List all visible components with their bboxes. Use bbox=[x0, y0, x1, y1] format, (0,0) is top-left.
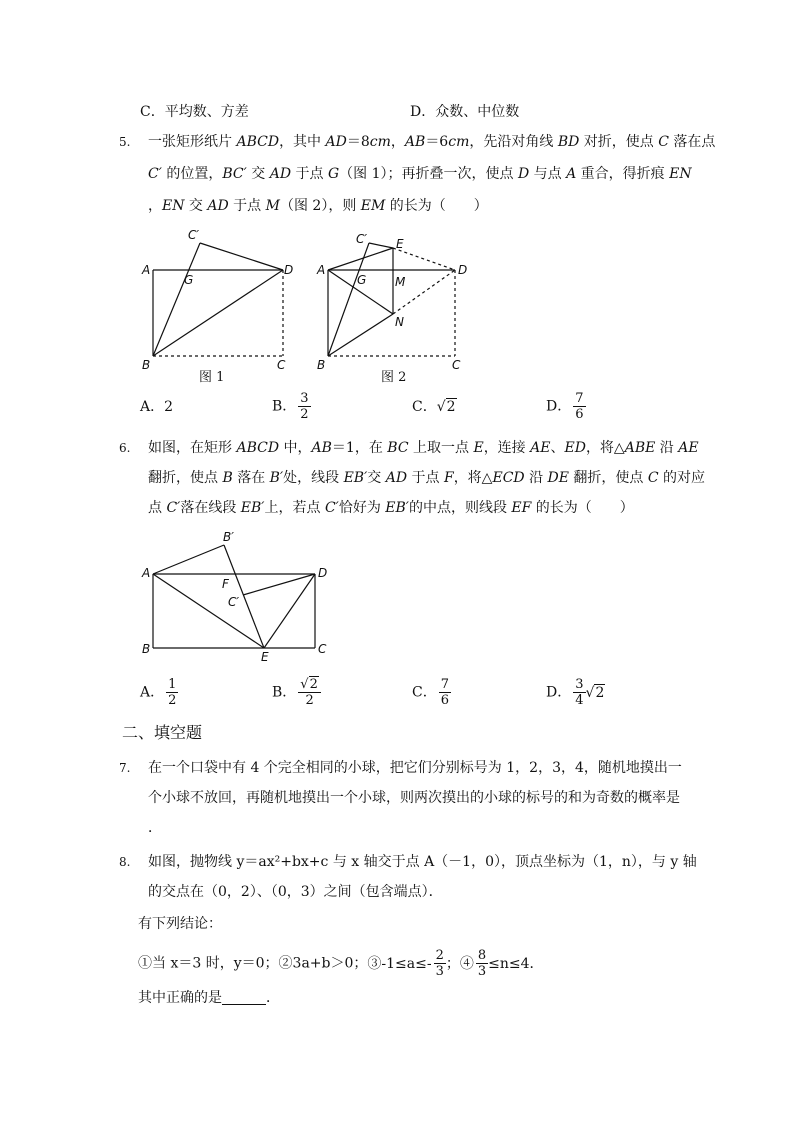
fig2-label-a: A bbox=[317, 263, 326, 277]
q6-segment-de bbox=[264, 574, 315, 648]
q6-option-b: B． $\frac{√2}{2}$ bbox=[272, 677, 321, 708]
q6-label-c1: C′ bbox=[228, 595, 240, 609]
fig1-label-g: G bbox=[184, 273, 194, 287]
q7-line-2: 个小球不放回，再随机地摸出一个小球，则两次摸出的小球的标号的和为奇数的概率是 bbox=[148, 790, 680, 806]
q6-label-b1: B′ bbox=[223, 530, 234, 544]
q6-option-c: C． $\frac{7}{6}$ bbox=[412, 677, 449, 708]
fig1-label-d: D bbox=[284, 263, 294, 277]
fig1-label-c: C bbox=[277, 358, 286, 372]
q8-conclusion-1: ①当 x＝3 时，y＝0； bbox=[138, 955, 279, 972]
fig2-label-e: E bbox=[396, 237, 404, 251]
q5-line-1: 一张矩形纸片 ABCD，其中 AD＝8cm，AB＝6cm，先沿对角线 BD 对折，使点 C 落在点 bbox=[148, 134, 716, 150]
fig1-caption: 图 1 bbox=[199, 370, 225, 385]
q5-number: 5. bbox=[119, 135, 131, 149]
q7-line-3: ． bbox=[148, 820, 162, 836]
fig2-label-c: C bbox=[452, 358, 461, 372]
q5-option-b: B． $\frac{3}{2}$ bbox=[272, 391, 309, 422]
q6-label-f: F bbox=[222, 577, 229, 591]
fig2-label-n: N bbox=[395, 315, 404, 329]
section-title-fill-in: 二、填空题 bbox=[122, 723, 203, 742]
q6-option-d: D． $\frac{3}{4}$ √2 bbox=[546, 677, 605, 708]
fig1-label-a: A bbox=[142, 263, 151, 277]
q8-conclusion-2: ②3a+b＞0； bbox=[278, 955, 368, 972]
q6-segment-c1d bbox=[243, 574, 315, 595]
fig2-label-d: D bbox=[458, 263, 468, 277]
q8-number: 8. bbox=[119, 855, 131, 869]
q6-line-3: 点 C′落在线段 EB′上，若点 C′恰好为 EB′的中点，则线段 EF 的长为（ ） bbox=[148, 500, 634, 516]
fig2-label-m: M bbox=[395, 275, 406, 289]
fig2-label-c1: C′ bbox=[356, 232, 368, 246]
q8-line-5: 其中正确的是 ． bbox=[138, 990, 280, 1006]
fig2-label-b: B bbox=[317, 358, 326, 372]
q8-conclusion-4: ④ $\frac{8}{3}$ ≤n≤4． bbox=[459, 948, 544, 979]
q6-label-d: D bbox=[318, 566, 328, 580]
q6-segment-ae bbox=[153, 574, 264, 648]
q5-line-2: C′ 的位置，BC′ 交 AD 于点 G（图 1）；再折叠一次，使点 D 与点 A 重合，得折痕 EN bbox=[148, 166, 692, 182]
q5-option-d: D． $\frac{7}{6}$ bbox=[546, 391, 584, 422]
q4-option-d: D．众数、中位数 bbox=[410, 104, 520, 120]
q4-option-c: C．平均数、方差 bbox=[140, 104, 249, 120]
q7-number: 7. bbox=[119, 761, 131, 775]
q6-option-a: A． $\frac{1}{2}$ bbox=[140, 677, 177, 708]
q5-option-c: C．√2 bbox=[412, 399, 456, 415]
q8-conclusions bbox=[138, 948, 544, 979]
fig1-label-b: B bbox=[142, 358, 151, 372]
q5-option-a: A．2 bbox=[140, 399, 174, 415]
q6-label-e: E bbox=[261, 650, 269, 664]
q6-label-c: C bbox=[318, 642, 327, 656]
q5-line-3: ，EN 交 AD 于点 M（图 2），则 EM 的长为（ ） bbox=[148, 198, 488, 214]
q6-segment-ab1 bbox=[153, 545, 224, 574]
q8-conclusion-3: ③-1≤a≤- $\frac{2}{3}$ ； bbox=[367, 948, 460, 979]
fig2-caption: 图 2 bbox=[381, 370, 407, 385]
q6-label-b: B bbox=[142, 642, 151, 656]
q7-line-1: 在一个口袋中有 4 个完全相同的小球，把它们分别标号为 1，2，3，4，随机地摸出一 bbox=[148, 760, 682, 776]
q8-line-3: 有下列结论： bbox=[138, 916, 222, 932]
q8-answer-blank[interactable] bbox=[222, 990, 266, 1005]
q6-label-a: A bbox=[142, 566, 151, 580]
q6-line-2: 翻折，使点 B 落在 B′处，线段 EB′交 AD 于点 F，将△ECD 沿 DE 翻折，使点 C 的对应 bbox=[148, 470, 706, 486]
q8-line-2: 的交点在（0，2）、（0，3）之间（包含端点）． bbox=[148, 884, 443, 900]
fig1-label-c1: C′ bbox=[188, 228, 200, 242]
q6-number: 6. bbox=[119, 441, 131, 455]
q6-line-1: 如图，在矩形 ABCD 中，AB＝1，在 BC 上取一点 E，连接 AE、ED，将△ABE 沿 AE bbox=[148, 440, 699, 456]
q8-line-1: 如图，抛物线 y＝ax²+bx+c 与 x 轴交于点 A（－1，0），顶点坐标为（1，n），与 y 轴 bbox=[148, 854, 697, 870]
fig2-label-g: G bbox=[357, 273, 367, 287]
